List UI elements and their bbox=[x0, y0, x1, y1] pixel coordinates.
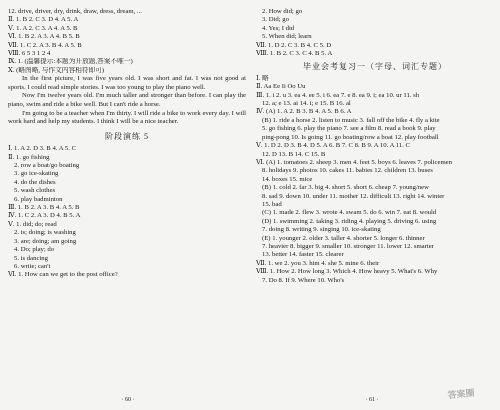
answer-line: Ⅵ. 1. How can we get to the post office? bbox=[8, 271, 118, 279]
answer-line: ping-pong 10. Is going 11. go boating/row a boat 12. play football bbox=[262, 133, 439, 141]
answer-line: 3. go ice-skating bbox=[14, 170, 59, 178]
answer-line: Ⅵ. 1. B 2. A 3. A 4. B 5. B bbox=[8, 33, 80, 41]
answer-line: Ⅵ. (A) 1. tomatoes 2. sheep 3. men 4. feet 5. boys 6. leaves 7. policemen bbox=[256, 158, 452, 166]
answer-line: Ⅰ. 1. A 2. D 3. B 4. A 5. C bbox=[8, 145, 77, 153]
section-title-stage-5: 阶段演练 5 bbox=[105, 131, 149, 141]
answer-line: Ⅱ. Aa Ee Ii Oo Uu bbox=[256, 83, 306, 91]
answer-line: 5. wash clothes bbox=[14, 187, 56, 195]
answer-line: Ⅴ. 1. D 2. D 3. B 4. D 5. A 6. B 7. C 8. B 9. A 10. A 11. C bbox=[256, 142, 410, 150]
answer-line: Ⅶ. 1. we 2. you 3. him 4. she 5. mine 6. their bbox=[256, 259, 380, 267]
left-answer-block-top bbox=[8, 8, 246, 75]
answer-line: Ⅷ. 1. How 2. How long 3. Which 4. How heavy 5. What's 6. Why bbox=[256, 268, 438, 276]
answer-line: Ⅶ. 1. D 2. C 3. B 4. C 5. D bbox=[256, 41, 332, 49]
watermark-logo: 答案圈 bbox=[447, 388, 476, 401]
section-title-review-1: 毕业会考复习一（字母、词汇专题） bbox=[303, 62, 447, 72]
answer-line: 5. go fishing 6. play the piano 7. see a film 8. read a book 9. play bbox=[262, 125, 436, 133]
answer-line: 2. is; doing; is washing bbox=[14, 229, 76, 237]
answer-line: 7. Do 8. If 9. Where 10. Who's bbox=[262, 276, 345, 284]
answer-line: Ⅳ. (A) 1. A 2. B 3. B 4. A 5. B 6. A bbox=[256, 108, 352, 116]
answer-line: (B) 1. cold 2. far 3. big 4. short 5. short 6. cheap 7. young/new bbox=[262, 184, 429, 192]
answer-line: 4. Yes; I did bbox=[262, 24, 295, 32]
answer-line: Ⅰ. 略 bbox=[256, 74, 269, 82]
answer-line: 2. How did; go bbox=[262, 8, 303, 15]
answer-line: 7. doing 8. writing 9. singing 10. ice-skating bbox=[262, 226, 381, 234]
answer-line: 5. When did; learn bbox=[262, 33, 312, 41]
answer-line: 13. better 14. faster 15. clearer bbox=[262, 251, 344, 259]
answer-line: Ⅴ. 1. did; do; read bbox=[8, 220, 57, 228]
answer-line: 15. bad bbox=[262, 200, 282, 208]
answer-line: Ⅲ. 1. i 2. u 3. ea 4. ee 5. i 6. ea 7. e 8. ea 9. i; ea 10. ur 11. sh bbox=[256, 91, 420, 99]
answer-line: 12. drive, driver, dry, drink, draw, dress, dream, ... bbox=[8, 8, 142, 15]
answer-line: 5. is dancing bbox=[14, 254, 48, 262]
answer-line: 6. play badminton bbox=[14, 195, 63, 203]
answer-line: 2. row a boat/go boating bbox=[14, 162, 80, 170]
answer-line: Ⅷ. 1. B 2. C 3. C 4. B 5. A bbox=[256, 50, 333, 58]
page-number-left: · 60 · bbox=[121, 396, 135, 403]
composition-paragraphs bbox=[8, 75, 246, 127]
answer-line: Ⅷ. 6 5 3 1 2 4 bbox=[8, 50, 51, 58]
answer-line: 12. a; e 13. ai 14. i; e 15. B 16. al bbox=[262, 100, 351, 108]
answer-line: (D) 1. swimming 2. taking 3. riding 4. playing 5. driving 6. using bbox=[262, 217, 437, 225]
composition-paragraph: I'm going to be a teacher when I'm thirty. I will ride a bike to work every day. I will work hard and help my students. I think I will be a nice teacher. bbox=[8, 109, 246, 126]
answer-line: Ⅴ. 1. A 2. C 3. A 4. A 5. B bbox=[8, 24, 78, 32]
answer-line: Ⅲ. 1. B 2. A 3. B 4. A 5. B bbox=[8, 204, 80, 212]
answer-line: (B) 1. ride a horse 2. listen to music 3. fall off the bike 4. fly a kite bbox=[262, 116, 440, 124]
composition-paragraph: In the first picture, I was five years old. I was short and fat. I was not good at sports. I could read simple stories. I was too young to play the piano well. bbox=[8, 75, 246, 91]
answer-line: Ⅸ. 1. (温馨提示:本题为开放题,答案不唯一) bbox=[8, 58, 133, 66]
answer-line: 12. D 13. B 14. C 15. B bbox=[262, 150, 326, 158]
right-answer-block-bottom bbox=[256, 75, 494, 285]
answer-line: (C) 1. made 2. flew 3. wrote 4. swam 5. do 6. win 7. eat 8. would bbox=[262, 209, 437, 217]
answer-line: 6. write; can't bbox=[14, 262, 51, 270]
answer-line: 8. holidays 9. photos 10. cakes 11. babies 12. children 13. buses bbox=[262, 167, 433, 175]
answer-line: 14. boxes 15. mice bbox=[262, 175, 313, 183]
left-page bbox=[6, 8, 250, 404]
right-answer-block-top bbox=[256, 8, 494, 58]
left-answer-block-bottom bbox=[8, 145, 246, 280]
answer-line: 3. Did; go bbox=[262, 16, 289, 24]
answer-line: Ⅱ. 1. B 2. C 3. D 4. A 5. A bbox=[8, 16, 79, 24]
answer-line: Ⅱ. 1. go fishing bbox=[8, 153, 50, 161]
answer-line: 3. are; doing; am going bbox=[14, 237, 77, 245]
answer-line: Ⅹ. (略图略, 与作文内容相符即可) bbox=[8, 66, 105, 74]
answer-line: Ⅶ. 1. C 2. A 3. B 4. A 5. B bbox=[8, 41, 82, 49]
answer-line: Ⅳ. 1. C 2. A 3. D 4. B 5. A bbox=[8, 212, 81, 220]
page-number-right: · 61 · bbox=[365, 396, 379, 403]
composition-paragraph: Now I'm twelve years old. I'm much taller and stronger than before. I can play the piano, swim and ride a bike well. But I can't ride a horse. bbox=[8, 92, 246, 109]
answer-line: 4. do the dishes bbox=[14, 178, 56, 186]
answer-line: (E) 1. younger 2. older 3. taller 4. shorter 5. longer 6. thinner bbox=[262, 234, 425, 242]
answer-line: 8. sad 9. down 10. under 11. mother 12. difficult 13. right 14. winter bbox=[262, 192, 445, 200]
answer-line: 4. Do; play; do bbox=[14, 246, 55, 254]
right-page bbox=[250, 8, 494, 404]
answer-line: 7. heavier 8. bigger 9. smaller 10. stronger 11. lower 12. smarter bbox=[262, 242, 434, 250]
